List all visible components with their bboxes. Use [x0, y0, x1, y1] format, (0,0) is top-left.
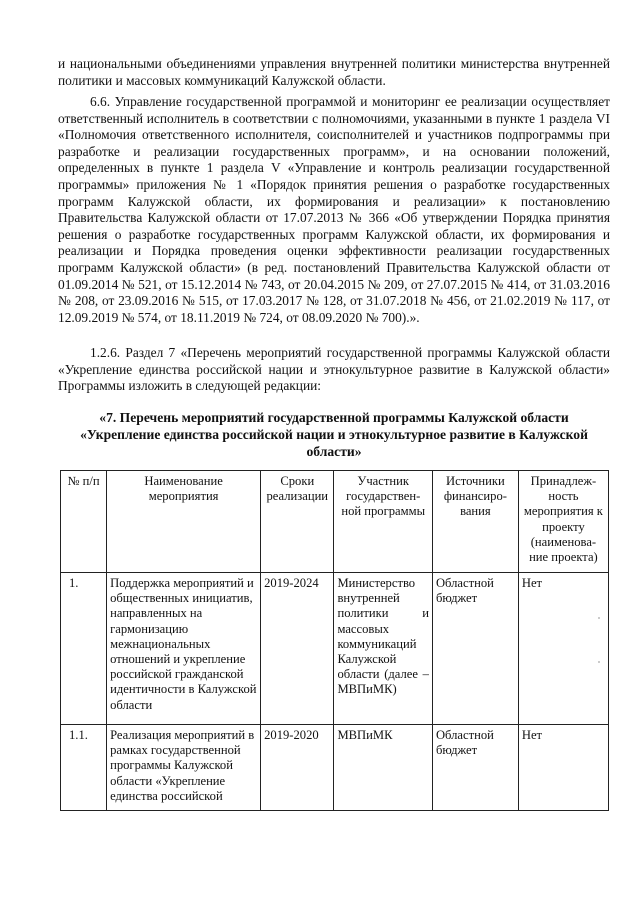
table-cell: Областной бюджет [432, 725, 518, 811]
table-cell: МВПиМК [334, 725, 432, 811]
table-cell: Областной бюджет [432, 573, 518, 725]
header-cell: Участник государствен-ной программы [334, 471, 432, 573]
section-heading: «7. Перечень мероприятий государственной программы Калужской области «Укрепление единства российской нации и этнокультурное развитие в Калужской области» [80, 410, 588, 459]
table-cell: Нет [518, 573, 608, 725]
scan-speck [598, 617, 600, 619]
header-cell: Сроки реализации [261, 471, 334, 573]
header-cell: Наименование мероприятия [107, 471, 261, 573]
table-cell: 1.1. [61, 725, 107, 811]
header-cell: Принадлеж-ность мероприятия к проекту (наименова-ние проекта) [518, 471, 608, 573]
table-row [61, 725, 609, 811]
table-cell: 2019-2020 [261, 725, 334, 811]
table-cell: Поддержка мероприятий и общественных инициатив, направленных на гармонизацию межнациональных отношений и укрепление российской гражданской идентичности в Калужской области [107, 573, 261, 725]
header-cell: Источники финансиро-вания [432, 471, 518, 573]
scan-speck [598, 661, 600, 663]
table-cell: Министерство внутренней политики и массовых коммуникаций Калужской области (далее – МВПиМК) [334, 573, 432, 725]
table-header-row [61, 471, 609, 573]
table-row [61, 573, 609, 725]
section-6-6-paragraph: 6.6. Управление государственной программой и мониторинг ее реализации осуществляет ответственный исполнитель в соответствии с полномочиями, указанными в пункте 1 раздела VI «Полномочия ответственного исполнителя, соисполнителей и участников подпрограммы при разработке и реализации государственных программ», и на основании положений, определенных в пункте 1 раздела V «Управление и контроль реализации государственной программы» приложения № 1 «Порядок принятия решения о разработке государственных программ Калужской области, их формирования и реализации» к постановлению Правительства Калужской области от 17.07.2013 № 366 «Об утверждении Порядка принятия решения о разработке государственных программ Калужской области, их формирования и реализации и Порядка проведения оценки эффективности реализации государственных программ Калужской области» (в ред. постановлений Правительства Калужской области от 01.09.2014 № 521, от 15.12.2014 № 743, от 20.04.2015 № 209, от 27.07.2015 № 414, от 31.03.2016 № 208, от 23.09.2016 № 515, от 17.03.2017 № 128, от 31.07.2018 № 456, от 21.02.2019 № 117, от 12.09.2019 № 574, от 18.11.2019 № 724, от 08.09.2020 № 700).». [58, 94, 610, 325]
table-cell: 1. [61, 573, 107, 725]
header-cell: № п/п [61, 471, 107, 573]
table-cell: Нет [518, 725, 608, 811]
table-cell: Реализация мероприятий в рамках государственной программы Калужской области «Укрепление единства российской [107, 725, 261, 811]
measures-table [60, 470, 609, 811]
section-1-2-6-paragraph: 1.2.6. Раздел 7 «Перечень мероприятий государственной программы Калужской области «Укрепление единства российской нации и этнокультурное развитие в Калужской области» Программы изложить в следующей редакции: [58, 345, 610, 394]
intro-paragraph: и национальными объединениями управления внутренней политики министерства внутренней политики и массовых коммуникаций Калужской области. [58, 56, 610, 88]
table-cell: 2019-2024 [261, 573, 334, 725]
